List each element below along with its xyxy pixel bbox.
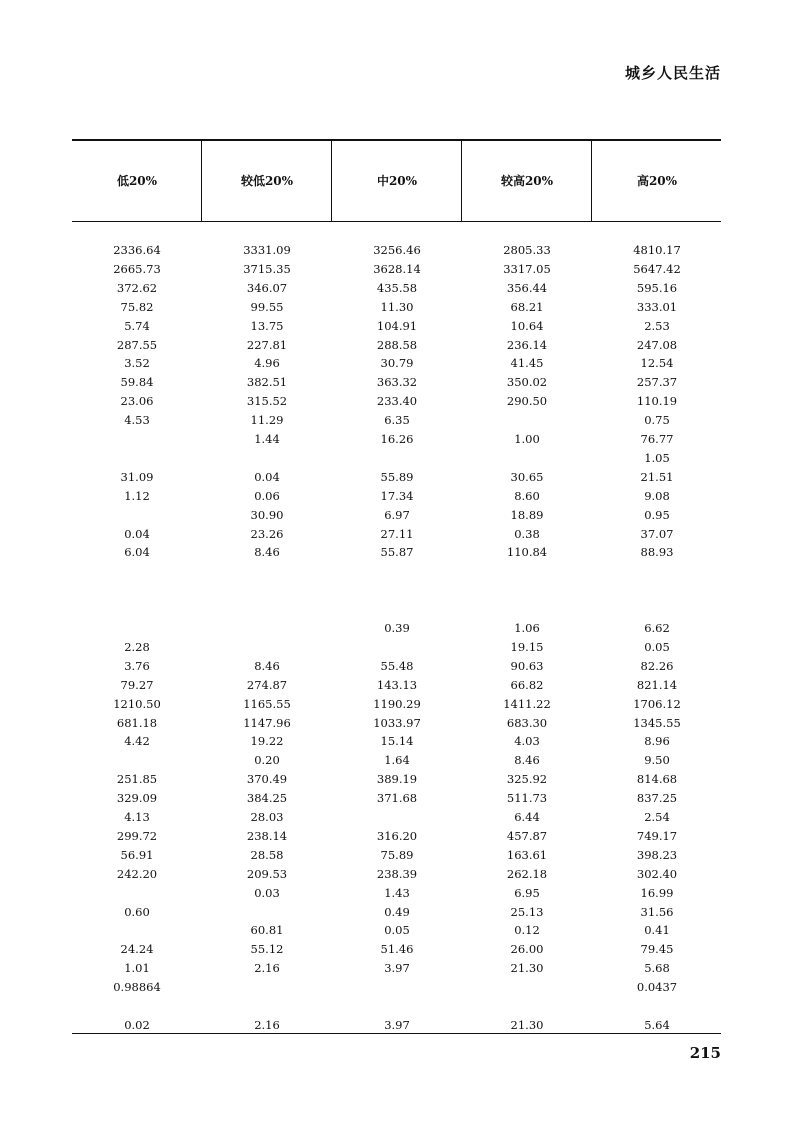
table-cell: 30.79 <box>380 356 414 371</box>
table-cell: 0.49 <box>384 904 410 919</box>
table-cell: 0.04 <box>124 526 150 541</box>
table-cell: 4.03 <box>514 734 540 749</box>
table-cell: 5647.42 <box>633 261 681 276</box>
table-cell: 316.20 <box>376 828 418 843</box>
column-header-lower-middle: 较低20% <box>240 174 294 188</box>
table-cell: 1706.12 <box>633 696 681 711</box>
table-cell: 2.54 <box>644 810 670 824</box>
table-cell: 1210.50 <box>113 696 161 711</box>
table-cell: 457.87 <box>506 828 548 843</box>
table-cell: 27.11 <box>380 526 414 541</box>
table-cell: 1.06 <box>514 621 540 635</box>
table-cell: 1.00 <box>514 432 540 446</box>
table-cell: 0.03 <box>254 885 280 900</box>
table-cell: 3.76 <box>124 658 150 673</box>
table-top-rule <box>72 139 721 141</box>
table-cell: 55.89 <box>380 469 414 484</box>
table-cell: 110.84 <box>506 545 548 560</box>
table-cell: 346.07 <box>246 280 288 295</box>
table-cell: 290.50 <box>506 394 548 409</box>
table-cell: 1033.97 <box>373 715 421 730</box>
table-cell: 4.42 <box>124 734 150 749</box>
table-cell: 25.13 <box>510 904 544 919</box>
table-cell: 6.44 <box>514 810 540 824</box>
table-cell: 28.03 <box>250 810 284 824</box>
table-cell: 0.95 <box>644 507 670 522</box>
table-cell: 814.68 <box>636 772 678 787</box>
table-cell: 55.48 <box>380 658 414 673</box>
table-cell: 0.20 <box>254 753 280 768</box>
table-cell: 9.50 <box>644 753 670 768</box>
table-cell: 3256.46 <box>373 243 421 257</box>
table-cell: 1.01 <box>124 961 150 976</box>
table-cell: 0.02 <box>124 1017 150 1032</box>
table-cell: 315.52 <box>246 394 288 409</box>
table-cell: 299.72 <box>116 828 158 843</box>
table-cell: 6.97 <box>384 507 410 522</box>
table-cell: 10.64 <box>510 318 544 333</box>
table-cell: 274.87 <box>246 677 288 692</box>
table-cell: 0.05 <box>644 639 670 654</box>
table-cell: 88.93 <box>640 545 674 560</box>
table-cell: 363.32 <box>376 375 418 390</box>
table-cell: 3628.14 <box>373 261 421 276</box>
table-cell: 4.13 <box>124 810 150 824</box>
table-cell: 6.04 <box>124 545 150 560</box>
table-cell: 21.30 <box>510 961 544 976</box>
table-cell: 435.58 <box>376 280 418 295</box>
table-cell: 288.58 <box>376 337 418 352</box>
table-cell: 0.04 <box>254 469 280 484</box>
table-cell: 16.99 <box>640 885 674 900</box>
table-cell: 2.53 <box>644 318 670 333</box>
table-cell: 56.91 <box>120 847 154 862</box>
table-cell: 4810.17 <box>633 243 681 257</box>
table-cell: 3317.05 <box>503 261 551 276</box>
table-cell: 287.55 <box>116 337 158 352</box>
table-cell: 1345.55 <box>633 715 681 730</box>
table-cell: 302.40 <box>636 866 678 881</box>
table-cell: 13.75 <box>250 318 284 333</box>
table-cell: 681.18 <box>116 715 158 730</box>
table-cell: 683.30 <box>506 715 548 730</box>
table-cell: 18.89 <box>510 507 544 522</box>
table-cell: 257.37 <box>636 375 678 390</box>
table-cell: 0.75 <box>644 413 670 428</box>
table-cell: 24.24 <box>120 942 154 957</box>
table-cell: 68.21 <box>510 299 544 314</box>
table-cell: 1.64 <box>384 753 410 768</box>
table-cell: 1190.29 <box>373 696 421 711</box>
table-cell: 370.49 <box>246 772 288 787</box>
table-cell: 209.53 <box>246 866 288 881</box>
table-cell: 247.08 <box>636 337 678 352</box>
table-cell: 19.22 <box>250 734 284 749</box>
table-cell: 76.77 <box>640 432 674 446</box>
table-cell: 51.46 <box>380 942 414 957</box>
table-cell: 2.16 <box>254 961 280 976</box>
table-cell: 1.43 <box>384 885 410 900</box>
table-cell: 0.06 <box>254 488 280 503</box>
table-cell: 595.16 <box>636 280 678 295</box>
table-cell: 333.01 <box>636 299 678 314</box>
table-cell: 75.82 <box>120 299 154 314</box>
table-cell: 16.26 <box>380 432 414 446</box>
table-cell: 227.81 <box>246 337 288 352</box>
table-cell: 2.16 <box>254 1017 280 1032</box>
table-cell: 4.96 <box>254 356 280 371</box>
table-cell: 2.28 <box>124 639 150 654</box>
table-cell: 1.05 <box>644 450 670 465</box>
table-cell: 242.20 <box>116 866 158 881</box>
table-cell: 11.29 <box>250 413 284 428</box>
table-cell: 30.90 <box>250 507 284 522</box>
table-cell: 8.46 <box>514 753 540 768</box>
table-cell: 75.89 <box>380 847 414 862</box>
table-cell: 9.08 <box>644 488 670 503</box>
table-cell: 90.63 <box>510 658 544 673</box>
table-cell: 384.25 <box>246 791 288 806</box>
table-cell: 82.26 <box>640 658 674 673</box>
table-cell: 163.61 <box>506 847 548 862</box>
table-cell: 99.55 <box>250 299 284 314</box>
table-cell: 8.46 <box>254 658 280 673</box>
table-cell: 5.74 <box>124 318 150 333</box>
table-cell: 262.18 <box>506 866 548 881</box>
table-cell: 251.85 <box>116 772 158 787</box>
table-cell: 31.09 <box>120 469 154 484</box>
table-header-rule <box>72 221 721 222</box>
table-cell: 0.98864 <box>113 980 161 995</box>
table-cell: 3715.35 <box>243 261 291 276</box>
table-cell: 325.92 <box>506 772 548 787</box>
table-cell: 371.68 <box>376 791 418 806</box>
table-cell: 2336.64 <box>113 243 161 257</box>
table-cell: 28.58 <box>250 847 284 862</box>
table-cell: 5.68 <box>644 961 670 976</box>
table-cell: 837.25 <box>636 791 678 806</box>
table-cell: 21.30 <box>510 1017 544 1032</box>
table-cell: 37.07 <box>640 526 674 541</box>
table-cell: 8.60 <box>514 488 540 503</box>
table-cell: 26.00 <box>510 942 544 957</box>
table-cell: 6.95 <box>514 885 540 900</box>
table-cell: 8.96 <box>644 734 670 749</box>
table-cell: 23.06 <box>120 394 154 409</box>
table-cell: 0.41 <box>644 923 670 938</box>
table-cell: 0.05 <box>384 923 410 938</box>
table-cell: 329.09 <box>116 791 158 806</box>
table-cell: 389.19 <box>376 772 418 787</box>
table-cell: 143.13 <box>376 677 418 692</box>
table-cell: 238.14 <box>246 828 288 843</box>
table-cell: 110.19 <box>636 394 678 409</box>
table-cell: 233.40 <box>376 394 418 409</box>
table-cell: 41.45 <box>510 356 544 371</box>
table-cell: 8.46 <box>254 545 280 560</box>
table-cell: 1.12 <box>124 488 150 503</box>
table-cell: 0.12 <box>514 923 540 938</box>
page-number: 215 <box>689 1044 721 1062</box>
table-cell: 236.14 <box>506 337 548 352</box>
table-cell: 3.97 <box>384 1017 410 1032</box>
table-cell: 1.44 <box>254 432 280 446</box>
table-cell: 0.60 <box>124 904 150 919</box>
table-cell: 3.97 <box>384 961 410 976</box>
table-cell: 17.34 <box>380 488 414 503</box>
table-bottom-rule <box>72 1033 721 1034</box>
table-cell: 0.38 <box>514 526 540 541</box>
table-cell: 356.44 <box>506 280 548 295</box>
table-cell: 60.81 <box>250 923 284 938</box>
running-header-title: 城乡人民生活 <box>624 64 721 82</box>
table-cell: 30.65 <box>510 469 544 484</box>
table-cell: 66.82 <box>510 677 544 692</box>
table-cell: 79.27 <box>120 677 154 692</box>
table-cell: 55.12 <box>250 942 284 957</box>
column-header-middle: 中20% <box>376 174 418 188</box>
table-cell: 2805.33 <box>503 243 551 257</box>
table-cell: 15.14 <box>380 734 414 749</box>
column-header-high: 高20% <box>636 174 678 188</box>
table-cell: 1147.96 <box>243 715 291 730</box>
table-cell: 31.56 <box>640 904 674 919</box>
table-cell: 398.23 <box>636 847 678 862</box>
table-cell: 749.17 <box>636 828 678 843</box>
table-cell: 11.30 <box>380 299 414 314</box>
table-cell: 3.52 <box>124 356 150 371</box>
column-header-low: 低20% <box>116 174 158 188</box>
table-cell: 59.84 <box>120 375 154 390</box>
table-cell: 0.39 <box>384 621 410 635</box>
table-cell: 3331.09 <box>243 243 291 257</box>
table-cell: 104.91 <box>376 318 418 333</box>
table-cell: 5.64 <box>644 1017 670 1032</box>
column-header-upper-middle: 较高20% <box>500 174 554 188</box>
table-cell: 19.15 <box>510 639 544 654</box>
table-cell: 79.45 <box>640 942 674 957</box>
table-cell: 382.51 <box>246 375 288 390</box>
table-cell: 2665.73 <box>113 261 161 276</box>
table-cell: 23.26 <box>250 526 284 541</box>
table-cell: 4.53 <box>124 413 150 428</box>
table-cell: 238.39 <box>376 866 418 881</box>
table-cell: 21.51 <box>640 469 674 484</box>
table-cell: 1411.22 <box>503 696 551 711</box>
table-cell: 6.35 <box>384 413 410 428</box>
table-cell: 372.62 <box>116 280 158 295</box>
table-cell: 55.87 <box>380 545 414 560</box>
table-cell: 12.54 <box>640 356 674 371</box>
table-cell: 0.0437 <box>636 980 678 995</box>
table-cell: 821.14 <box>636 677 678 692</box>
table-cell: 1165.55 <box>243 696 291 711</box>
table-cell: 511.73 <box>506 791 548 806</box>
table-cell: 350.02 <box>506 375 548 390</box>
table-cell: 6.62 <box>644 621 670 635</box>
